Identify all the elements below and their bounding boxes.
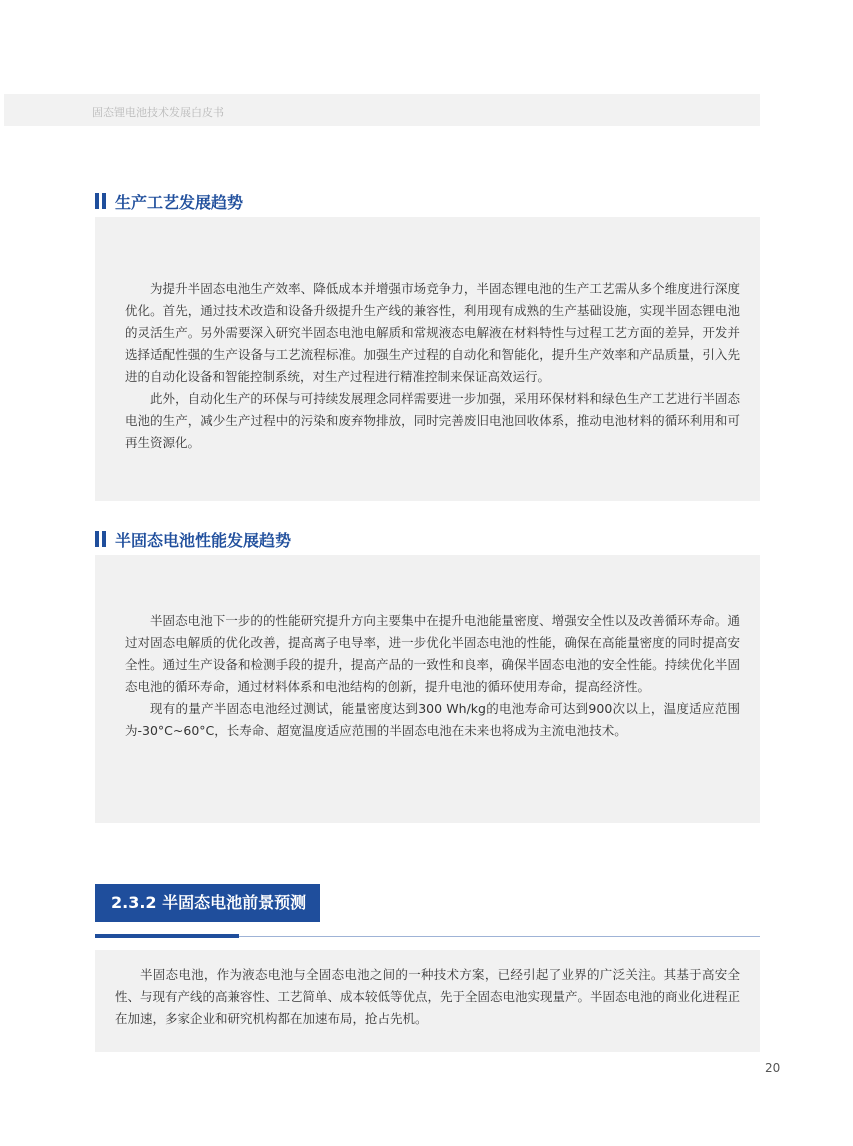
paragraph: 现有的量产半固态电池经过测试，能量密度达到300 Wh/kg的电池寿命可达到900次以上，温度适应范围为-30°C~60°C，长寿命、超宽温度适应范围的半固态电池在未来也将成为主流电池技术。 xyxy=(125,701,740,738)
running-header: 固态锂电池技术发展白皮书 xyxy=(92,106,224,119)
section-title: 半固态电池性能发展趋势 xyxy=(115,531,292,550)
section-heading-performance xyxy=(95,528,760,557)
paragraph: 为提升半固态电池生产效率、降低成本并增强市场竞争力，半固态锂电池的生产工艺需从多个维度进行深度优化。首先，通过技术改造和设备升级提升生产线的兼容性，利用现有成熟的生产基础设施，实现半固态锂电池的灵活生产。另外需要深入研究半固态电池电解质和常规液态电解液在材料特性与过程工艺方面的差异，开发并选择适配性强的生产设备与工艺流程标准。加强生产过程的自动化和智能化，提升生产效率和产品质量，引入先进的自动化设备和智能控制系统，对生产过程进行精准控制来保证高效运行。 xyxy=(125,281,740,384)
paragraph: 此外，自动化生产的环保与可持续发展理念同样需要进一步加强，采用环保材料和绿色生产工艺进行半固态电池的生产，减少生产过程中的污染和废弃物排放，同时完善废旧电池回收体系，推动电池材料的循环利用和可再生资源化。 xyxy=(125,391,740,450)
section-title: 生产工艺发展趋势 xyxy=(115,193,244,212)
paragraph: 半固态电池，作为液态电池与全固态电池之间的一种技术方案，已经引起了业界的广泛关注。其基于高安全性、与现有产线的高兼容性、工艺简单、成本较低等优点，先于全固态电池实现量产。半固态电池的商业化进程正在加速，多家企业和研究机构都在加速布局，抢占先机。 xyxy=(115,967,741,1026)
paragraph: 半固态电池下一步的的性能研究提升方向主要集中在提升电池能量密度、增强安全性以及改善循环寿命。通过对固态电解质的优化改善，提高离子电导率，进一步优化半固态电池的性能，确保在高能量密度的同时提高安全性。通过生产设备和检测手段的提升，提高产品的一致性和良率，确保半固态电池的安全性能。持续优化半固态电池的循环寿命，通过材料体系和电池结构的创新，提升电池的循环使用寿命，提高经济性。 xyxy=(125,613,740,694)
chapter-heading: 2.3.2 半固态电池前景预测 xyxy=(95,884,320,922)
page-number: 20 xyxy=(765,1061,781,1075)
section-heading-production xyxy=(95,190,760,219)
section-bar-icon xyxy=(95,531,107,547)
chapter-panel xyxy=(95,950,760,1052)
section-panel-production xyxy=(95,217,760,501)
section-panel-performance xyxy=(95,555,760,823)
section-bar-icon xyxy=(95,193,107,209)
chapter-divider-accent xyxy=(95,934,239,938)
